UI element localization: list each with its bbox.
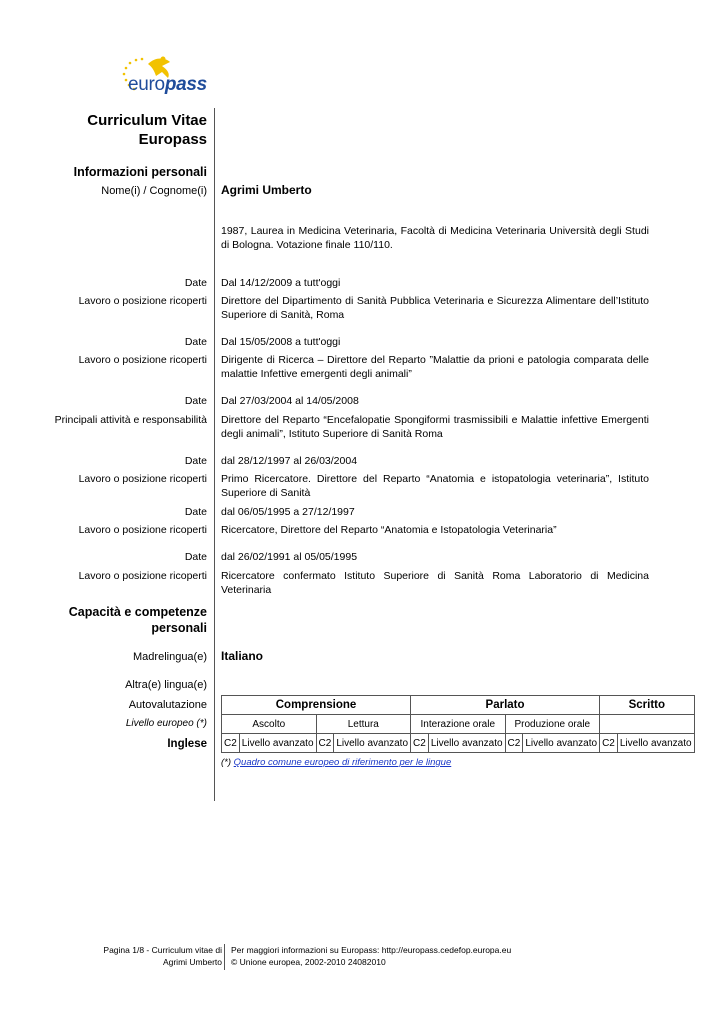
role-value: Direttore del Dipartimento di Sanità Pubblica Veterinaria e Sicurezza Alimentare dell’Istituto Superiore di Sanità, Roma [221,295,649,321]
date-label: Date [184,336,207,348]
subheader-empty [600,715,695,734]
cefr-link[interactable]: Quadro comune europeo di riferimento per le lingue [233,757,452,768]
language-table [221,695,695,753]
language-name: Inglese [167,738,207,750]
self-assessment-label: Autovalutazione [128,699,207,711]
footer-divider [224,944,225,970]
role-value: Ricercatore confermato Istituto Superiore di Sanità Roma Laboratorio di Medicina Veterinaria [221,570,649,596]
subheader-production: Produzione orale [505,715,600,734]
name-label: Nome(i) / Cognome(i) [101,185,207,197]
role-label: Principali attività e responsabilità [54,414,207,426]
date-value: Dal 15/05/2008 a tutt'oggi [221,336,341,348]
date-value: dal 06/05/1995 a 27/12/1997 [221,506,355,518]
role-value: Ricercatore, Direttore del Reparto “Anatomia e Istopatologia Veterinaria” [221,524,557,536]
role-value: Direttore del Reparto “Encefalopatie Spongiformi trasmissibili e Malattie infettive Emergenti degli animali”, Istituto Superiore di Sanità Roma [221,414,649,440]
skills-section-heading: Capacità e competenze personali [68,605,207,635]
role-value: Primo Ricercatore. Direttore del Reparto “Anatomia e istopatologia veterinaria”, Istituto Superiore di Sanità [221,473,649,499]
level-code: C2 [600,734,618,753]
subheader-listening: Ascolto [222,715,317,734]
level-code: C2 [411,734,429,753]
cv-title: Curriculum Vitae Europass [87,112,207,148]
level-code: C2 [222,734,240,753]
date-value: Dal 14/12/2009 a tutt'oggi [221,277,341,289]
personal-section-heading: Informazioni personali [73,165,207,179]
role-label: Lavoro o posizione ricoperti [78,295,207,307]
role-label: Lavoro o posizione ricoperti [78,524,207,536]
date-label: Date [184,506,207,518]
date-value: dal 28/12/1997 al 26/03/2004 [221,455,358,467]
level-text: Livello avanzato [523,734,600,753]
education-text: 1987, Laurea in Medicina Veterinaria, Facoltà di Medicina Veterinaria Università degli Studi di Bologna. Votazione finale 110/110. [221,225,649,251]
name-value: Agrimi Umberto [221,183,312,197]
cefr-note: (*) Quadro comune europeo di riferimento per le lingue [221,757,452,768]
mother-tongue-value: Italiano [221,649,264,663]
date-label: Date [184,455,207,467]
column-divider [214,108,215,801]
level-code: C2 [316,734,334,753]
date-label: Date [184,551,207,563]
level-text: Livello avanzato [239,734,316,753]
date-label: Date [184,277,207,289]
footer-europass-info: Per maggiori informazioni su Europass: http://europass.cedefop.europa.eu © Unione europea, 2002-2010 24082010 [231,945,512,967]
europass-logo: europass [128,74,207,95]
subheader-reading: Lettura [316,715,411,734]
role-label: Lavoro o posizione ricoperti [78,570,207,582]
role-value: Dirigente di Ricerca – Direttore del Reparto ”Malattie da prioni e patologia comparata delle malattie Infettive emergenti degli animali” [221,354,649,380]
footer-page-info: Pagina 1/8 - Curriculum vitae di Agrimi Umberto [103,945,222,967]
level-text: Livello avanzato [617,734,694,753]
date-value: Dal 27/03/2004 al 14/05/2008 [221,395,359,407]
level-text: Livello avanzato [334,734,411,753]
level-text: Livello avanzato [428,734,505,753]
other-languages-label: Altra(e) lingua(e) [125,679,207,691]
subheader-interaction: Interazione orale [411,715,506,734]
role-label: Lavoro o posizione ricoperti [78,354,207,366]
header-writing: Scritto [600,696,695,715]
date-label: Date [184,395,207,407]
header-comprehension: Comprensione [222,696,411,715]
level-code: C2 [505,734,523,753]
header-speaking: Parlato [411,696,600,715]
mother-tongue-label: Madrelingua(e) [133,651,207,663]
european-level-label: Livello europeo (*) [125,718,207,729]
date-value: dal 26/02/1991 al 05/05/1995 [221,551,358,563]
role-label: Lavoro o posizione ricoperti [78,473,207,485]
